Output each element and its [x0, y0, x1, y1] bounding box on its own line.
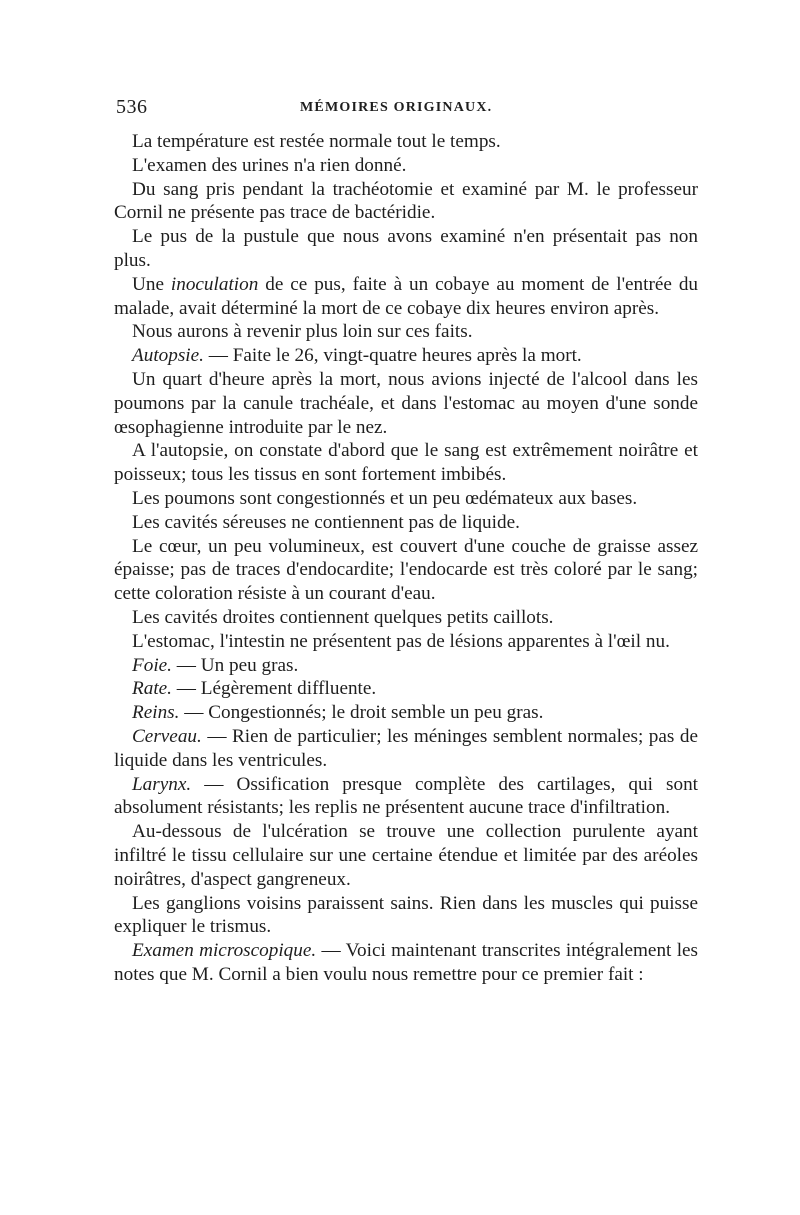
- section-lead: Reins.: [132, 702, 180, 724]
- paragraph: [114, 630, 698, 654]
- paragraph-text: — Voici maintenant transcrites intégralement les notes que M. Cornil a bien voulu nous remettre pour ce premier fait :: [114, 940, 699, 985]
- page-number: 536: [116, 96, 148, 118]
- paragraph: [114, 820, 698, 891]
- paragraph: [114, 273, 698, 321]
- section-lead: Cerveau.: [132, 725, 202, 747]
- page-header: [116, 96, 698, 126]
- section-lead: Foie.: [132, 654, 172, 676]
- paragraph-text: A l'autopsie, on constate d'abord que le sang est extrêmement noirâtre et poisseux; tous les tissus en sont fortement imbibés.: [114, 440, 698, 486]
- paragraph: [114, 701, 698, 725]
- paragraph-text: Nous aurons à revenir plus loin sur ces faits.: [132, 321, 473, 343]
- section-lead: Autopsie.: [132, 345, 204, 367]
- paragraph-text: — Ossification presque complète des cartilages, qui sont absolument résistants; les replis ne présentent aucune trace d'infiltration.: [114, 773, 699, 819]
- paragraph-text: — Un peu gras.: [176, 654, 299, 676]
- running-title: MÉMOIRES ORIGINAUX.: [300, 100, 493, 115]
- paragraph-text: Une: [132, 273, 164, 295]
- paragraph: [114, 606, 698, 630]
- paragraph-text: Le cœur, un peu volumineux, est couvert d'une couche de graisse assez épaisse; pas de traces d'endocardite; l'endocarde est très coloré par le sang; cette coloration résiste à un courant d'eau.: [114, 535, 698, 605]
- paragraph-text: Les ganglions voisins paraissent sains. Rien dans les muscles qui puisse expliquer le trismus.: [114, 892, 698, 938]
- paragraph: [114, 892, 698, 940]
- paragraph: [114, 725, 698, 773]
- paragraph-text: — Faite le 26, vingt-quatre heures après la mort.: [208, 345, 582, 367]
- paragraph-text: Au-dessous de l'ulcération se trouve une collection purulente ayant infiltré le tissu cellulaire sur une certaine étendue et limitée par des aréoles noirâtres, d'aspect gangreneux.: [114, 821, 698, 890]
- paragraph: [114, 225, 698, 273]
- paragraph-text: de ce pus, faite à un cobaye au moment de l'entrée du malade, avait déterminé la mort de ce cobaye dix heures environ après.: [114, 273, 699, 319]
- paragraph: [114, 154, 698, 178]
- paragraph: [114, 320, 698, 344]
- paragraph: [114, 439, 698, 487]
- italic-term: inoculation: [170, 273, 259, 295]
- paragraph-text: L'estomac, l'intestin ne présentent pas de lésions apparentes à l'œil nu.: [132, 630, 670, 652]
- paragraph-text: Les poumons sont congestionnés et un peu œdémateux aux bases.: [132, 487, 638, 509]
- paragraph: [114, 654, 698, 678]
- section-lead: Rate.: [132, 678, 172, 700]
- paragraph-text: L'examen des urines n'a rien donné.: [132, 154, 407, 176]
- paragraph-text: Du sang pris pendant la trachéotomie et examiné par M. le professeur Cornil ne présente pas trace de bactéridie.: [114, 178, 698, 224]
- paragraph-text: Un quart d'heure après la mort, nous avions injecté de l'alcool dans les poumons par la canule trachéale, et dans l'estomac au moyen d'une sonde œsophagienne introduite par le nez.: [114, 368, 698, 438]
- paragraph: [114, 939, 698, 987]
- paragraph: [114, 677, 698, 701]
- paragraph: [114, 535, 698, 606]
- paragraph: [114, 773, 698, 821]
- paragraph-text: — Légèrement diffluente.: [176, 678, 377, 700]
- paragraph-text: Les cavités droites contiennent quelques petits caillots.: [132, 606, 554, 628]
- paragraph: [114, 344, 698, 368]
- paragraph: [114, 511, 698, 535]
- paragraph: [114, 368, 698, 439]
- body-text: [114, 130, 698, 987]
- paragraph: [114, 178, 698, 226]
- paragraph: [114, 130, 698, 154]
- paragraph-text: — Congestionnés; le droit semble un peu gras.: [184, 702, 544, 724]
- paragraph: [114, 487, 698, 511]
- paragraph-text: — Rien de particulier; les méninges semblent normales; pas de liquide dans les ventricules.: [114, 725, 698, 771]
- paragraph-text: Les cavités séreuses ne contiennent pas de liquide.: [132, 511, 520, 533]
- paragraph-text: La température est restée normale tout le temps.: [132, 131, 501, 152]
- section-lead: Larynx.: [132, 773, 192, 795]
- paragraph-text: Le pus de la pustule que nous avons examiné n'en présentait pas non plus.: [114, 226, 698, 271]
- section-lead: Examen microscopique.: [132, 940, 317, 962]
